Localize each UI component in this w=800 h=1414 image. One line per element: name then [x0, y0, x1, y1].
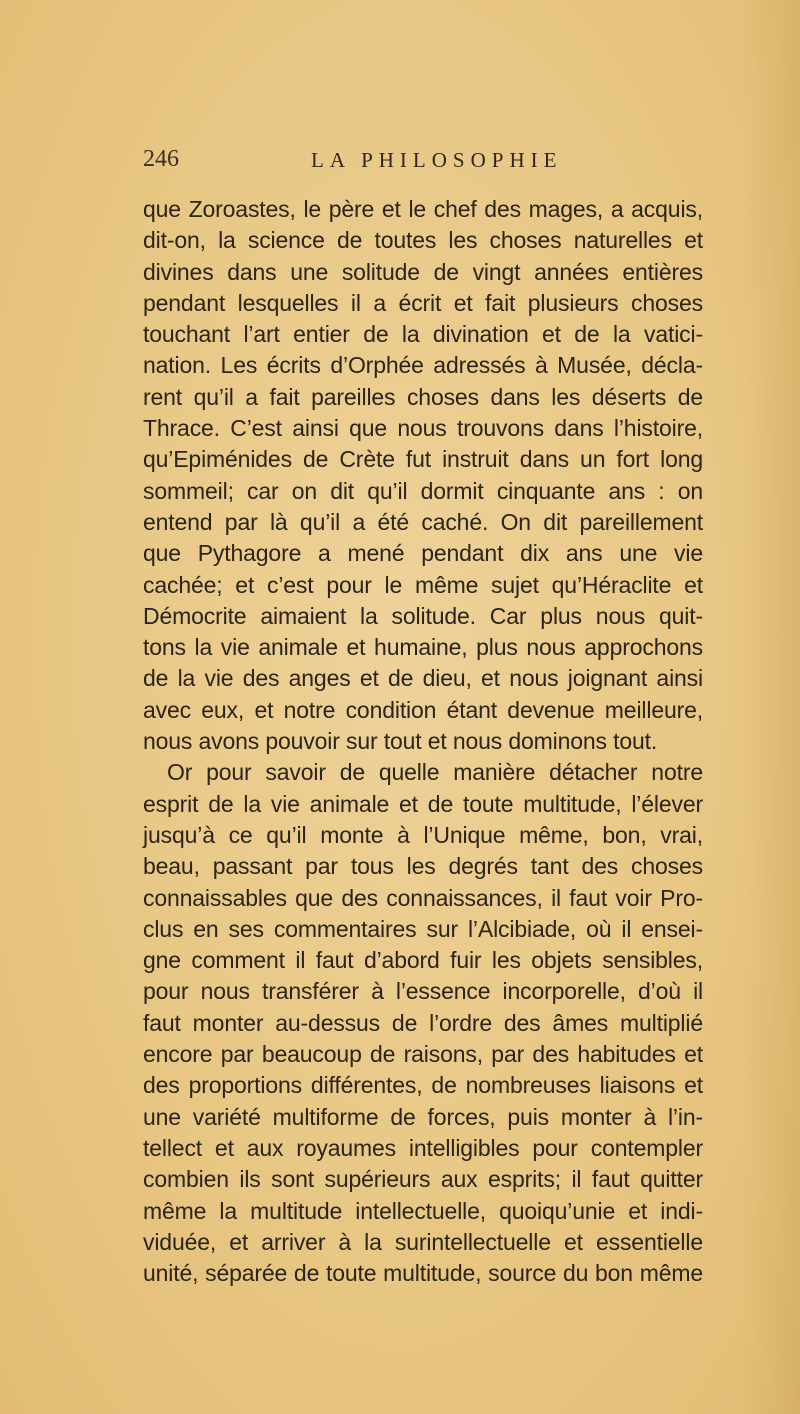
text-line: tons la vie animale et humaine, plus nous approchons: [143, 634, 703, 661]
text-line: viduée, et arriver à la surintellectuelle et essentielle: [143, 1228, 703, 1255]
text-line: qu’Epiménides de Crète fut instruit dans un fort long: [143, 446, 703, 473]
text-line: dit-on, la science de toutes les choses naturelles et: [143, 227, 703, 254]
text-line: Or pour savoir de quelle manière détacher notre: [167, 759, 703, 786]
text-line: encore par beaucoup de raisons, par des habitudes et: [143, 1041, 703, 1068]
page-number: 246: [143, 146, 179, 172]
text-line: esprit de la vie animale et de toute multitude, l’élever: [143, 790, 703, 817]
text-line: de la vie des anges et de dieu, et nous joignant ainsi: [143, 665, 703, 692]
text-line: même la multitude intellectuelle, quoiqu’unie et indi-: [143, 1197, 703, 1224]
text-line: beau, passant par tous les degrés tant des choses: [143, 853, 703, 880]
text-line: des proportions différentes, de nombreuses liaisons et: [143, 1072, 703, 1099]
text-line: cachée; et c’est pour le même sujet qu’Héraclite et: [143, 571, 703, 598]
text-line: que Zoroastes, le père et le chef des mages, a acquis,: [143, 196, 703, 222]
text-line: unité, séparée de toute multitude, source du bon même: [143, 1260, 703, 1287]
body-text: [143, 194, 703, 1289]
text-line: tellect et aux royaumes intelligibles pour contempler: [143, 1134, 703, 1161]
text-line: rent qu’il a fait pareilles choses dans les déserts de: [143, 383, 703, 410]
text-line: clus en ses commentaires sur l’Alcibiade, où il ensei-: [143, 915, 703, 942]
text-line: entend par là qu’il a été caché. On dit pareillement: [143, 508, 703, 535]
text-line: pour nous transférer à l’essence incorporelle, d’où il: [143, 978, 703, 1005]
text-line: nation. Les écrits d’Orphée adressés à Musée, décla-: [143, 352, 703, 379]
text-line: pendant lesquelles il a écrit et fait plusieurs choses: [143, 289, 703, 316]
running-title: LA PHILOSOPHIE: [311, 148, 563, 172]
text-line: jusqu’à ce qu’il monte à l’Unique même, bon, vrai,: [143, 821, 703, 848]
text-line: faut monter au-dessus de l’ordre des âmes multiplié: [143, 1009, 703, 1036]
text-line: avec eux, et notre condition étant devenue meilleure,: [143, 696, 703, 723]
text-line: que Pythagore a mené pendant dix ans une vie: [143, 540, 703, 567]
text-line: une variété multiforme de forces, puis monter à l’in-: [143, 1103, 703, 1130]
text-line: divines dans une solitude de vingt années entières: [143, 258, 703, 285]
text-line: nous avons pouvoir sur tout et nous dominons tout.: [143, 728, 658, 755]
text-line: touchant l’art entier de la divination et de la vatici-: [143, 321, 703, 348]
text-line: gne comment il faut d’abord fuir les objets sensibles,: [143, 947, 703, 974]
text-line: combien ils sont supérieurs aux esprits; il faut quitter: [143, 1166, 703, 1193]
page-header: [143, 146, 623, 180]
text-line: sommeil; car on dit qu’il dormit cinquante ans : on: [143, 477, 703, 504]
text-line: Démocrite aimaient la solitude. Car plus nous quit-: [143, 602, 703, 629]
text-line: Thrace. C’est ainsi que nous trouvons dans l’histoire,: [143, 415, 703, 442]
text-line: connaissables que des connaissances, il faut voir Pro-: [143, 884, 703, 911]
